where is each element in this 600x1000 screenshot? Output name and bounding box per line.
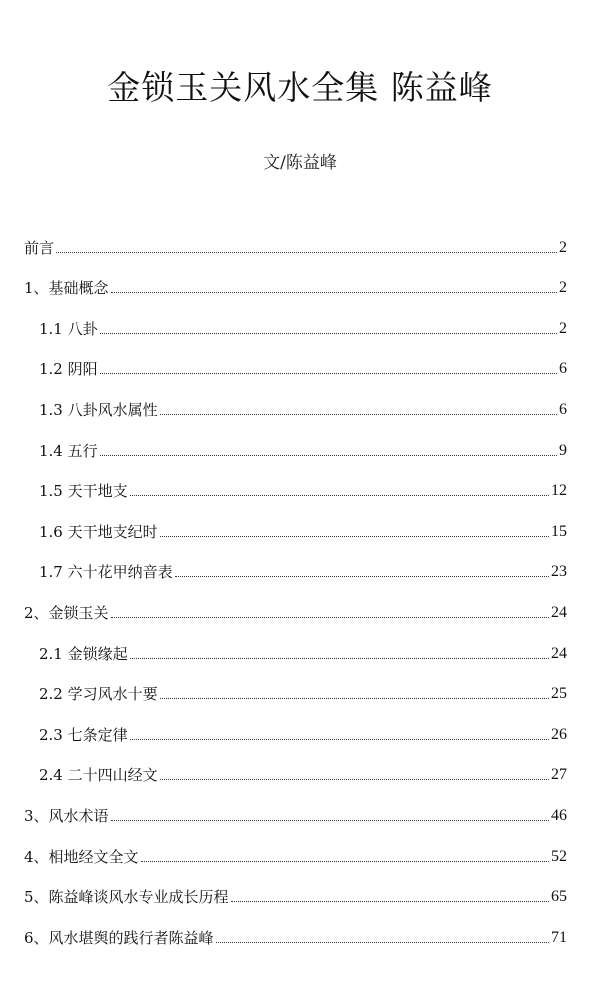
toc-dot-leader <box>111 819 549 821</box>
toc-entry-page-number: 26 <box>551 725 567 743</box>
toc-entry[interactable] <box>24 342 567 383</box>
toc-entry-page-number: 6 <box>559 400 567 418</box>
toc-entry-label: 2、金锁玉关 <box>24 603 109 622</box>
toc-entry-label: 前言 <box>24 238 55 257</box>
toc-entry-page-number: 24 <box>551 603 567 621</box>
toc-entry-label: 6、风水堪舆的践行者陈益峰 <box>24 928 214 947</box>
toc-dot-leader <box>160 697 549 699</box>
toc-dot-leader <box>216 941 549 943</box>
toc-entry-page-number: 15 <box>551 522 567 540</box>
toc-dot-leader <box>160 778 549 780</box>
toc-entry[interactable] <box>24 829 567 870</box>
toc-entry[interactable] <box>24 301 567 342</box>
toc-entry-page-number: 2 <box>559 238 567 256</box>
toc-entry-label: 1.4 五行 <box>39 441 98 460</box>
toc-dot-leader <box>111 616 549 618</box>
toc-entry[interactable] <box>24 423 567 464</box>
toc-entry-page-number: 71 <box>551 928 567 946</box>
toc-dot-leader <box>100 372 557 374</box>
toc-entry-page-number: 65 <box>551 888 567 906</box>
toc-dot-leader <box>160 413 557 415</box>
toc-entry[interactable] <box>24 788 567 829</box>
toc-entry-label: 2.1 金锁缘起 <box>39 644 128 663</box>
toc-entry-label: 2.3 七条定律 <box>39 725 128 744</box>
toc-entry[interactable] <box>24 707 567 748</box>
toc-dot-leader <box>175 575 549 577</box>
toc-entry-page-number: 2 <box>559 279 567 297</box>
toc-entry[interactable] <box>24 220 567 261</box>
toc-entry-page-number: 24 <box>551 644 567 662</box>
toc-entry[interactable] <box>24 545 567 586</box>
toc-entry[interactable] <box>24 626 567 667</box>
toc-entry-page-number: 12 <box>551 482 567 500</box>
toc-dot-leader <box>56 251 557 253</box>
toc-entry-label: 1、基础概念 <box>24 279 109 298</box>
toc-entry-page-number: 46 <box>551 806 567 824</box>
toc-entry-page-number: 52 <box>551 847 567 865</box>
toc-entry-label: 1.2 阴阳 <box>39 360 98 379</box>
toc-entry[interactable] <box>24 382 567 423</box>
toc-entry-page-number: 25 <box>551 685 567 703</box>
toc-entry-label: 3、风水术语 <box>24 806 109 825</box>
toc-entry[interactable] <box>24 667 567 708</box>
toc-entry[interactable] <box>24 748 567 789</box>
toc-dot-leader <box>130 657 549 659</box>
toc-entry-label: 1.1 八卦 <box>39 319 98 338</box>
toc-entry[interactable] <box>24 261 567 302</box>
toc-dot-leader <box>160 535 549 537</box>
toc-dot-leader <box>130 494 549 496</box>
toc-entry-page-number: 9 <box>559 441 567 459</box>
toc-entry-label: 1.5 天干地支 <box>39 482 128 501</box>
toc-entry[interactable] <box>24 910 567 951</box>
toc-dot-leader <box>141 860 549 862</box>
document-title: 金锁玉关风水全集 陈益峰 <box>107 68 493 107</box>
toc-entry-page-number: 23 <box>551 563 567 581</box>
toc-entry-page-number: 27 <box>551 766 567 784</box>
document-author: 文/陈益峰 <box>263 153 337 173</box>
toc-entry-label: 4、相地经文全文 <box>24 847 139 866</box>
toc-dot-leader <box>111 291 557 293</box>
toc-dot-leader <box>231 900 549 902</box>
toc-entry-label: 5、陈益峰谈风水专业成长历程 <box>24 888 229 907</box>
toc-entry-label: 2.4 二十四山经文 <box>39 766 158 785</box>
toc-entry-page-number: 2 <box>559 319 567 337</box>
toc-entry[interactable] <box>24 870 567 911</box>
toc-entry-label: 1.7 六十花甲纳音表 <box>39 563 173 582</box>
toc-dot-leader <box>130 738 549 740</box>
toc-entry-label: 2.2 学习风水十要 <box>39 685 158 704</box>
toc-entry[interactable] <box>24 504 567 545</box>
toc-entry-label: 1.6 天干地支纪时 <box>39 522 158 541</box>
toc-entry[interactable] <box>24 585 567 626</box>
toc-entry-page-number: 6 <box>559 360 567 378</box>
toc-dot-leader <box>100 332 557 334</box>
table-of-contents <box>24 220 567 951</box>
toc-dot-leader <box>100 454 557 456</box>
toc-entry-label: 1.3 八卦风水属性 <box>39 400 158 419</box>
toc-entry[interactable] <box>24 464 567 505</box>
